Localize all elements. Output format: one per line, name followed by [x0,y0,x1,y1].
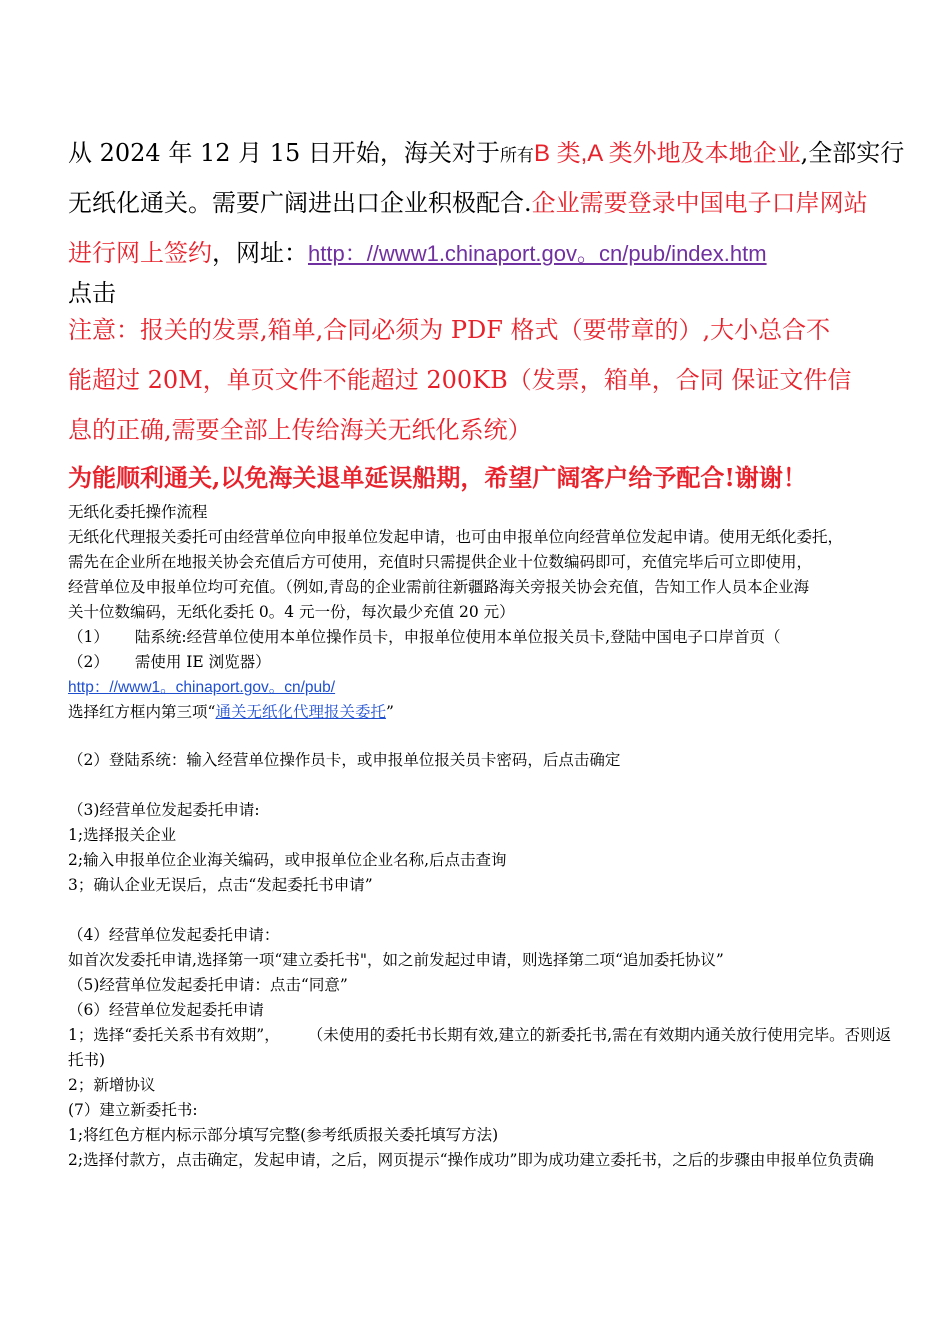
choose-text: ” [385,703,394,721]
guide-paragraph-line: 关十位数编码，无纸化委托 0。4 元一份，每次最少充值 20 元） [68,603,515,621]
click-text: 点击 [68,279,116,307]
guide-paragraph-line: 需先在企业所在地报关协会充值后方可使用，充值时只需提供企业十位数编码即可，充值完毕后可立即使用， [68,553,813,571]
login-step: （2）登陆系统：输入经营单位操作员卡，或申报单位报关员卡密码，后点击确定 [68,751,621,769]
chinaport-link[interactable]: http：//www1.chinaport.gov。cn/pub/index.htm [308,241,767,266]
notice-text: ,全部实行 [800,139,905,167]
step-6-item-cont: 托书) [68,1051,106,1069]
paperless-agency-link[interactable]: 通关无纸化代理报关委托 [215,703,386,721]
warning-line-4: 为能顺利通关,以免海关退单延误船期，希望广阔客户给予配合!谢谢！ [68,463,807,492]
step-3-item: 1;选择报关企业 [68,826,177,844]
notice-highlight: 企业需要登录中国电子口岸网站 [531,189,868,217]
notice-line-1 [68,133,904,168]
warning-line-1: 注意：报关的发票,箱单,合同必须为 PDF 格式（要带章的）,大小总合不 [68,316,831,344]
choose-text: 选择红方框内第三项“ [68,703,216,721]
step-7-item-2: 2;选择付款方，点击确定，发起申请，之后，网页提示“操作成功”即为成功建立委托书，之后的步骤由申报单位负责确 [68,1151,874,1169]
step-3-item: 2;输入申报单位企业海关编码，或申报单位企业名称,后点击查询 [68,851,507,869]
step-4-text: 如首次发委托申请,选择第一项“建立委托书"，如之前发起过申请，则选择第二项“追加委托协议” [68,951,724,969]
chinaport-pub-link[interactable]: http：//www1。chinaport.gov。cn/pub/ [68,679,336,696]
guide-title: 无纸化委托操作流程 [68,503,208,521]
notice-line-2 [68,183,868,218]
step-number: （2） [68,653,109,671]
step-5: （5)经营单位发起委托申请：点击“同意” [68,976,348,994]
step-1 [68,625,781,647]
step-3-item: 3；确认企业无误后，点击“发起委托书申请” [68,876,373,894]
guide-paragraph-line: 无纸化代理报关委托可由经营单位向申报单位发起申请，也可由申报单位向经营单位发起申请。使用无纸化委托， [68,528,844,546]
step-6-title: （6）经营单位发起委托申请 [68,1001,264,1019]
step-6-item-1 [68,1023,950,1045]
step-text: 陆系统:经营单位使用本单位操作员卡，申报单位使用本单位报关员卡,登陆中国电子口岸首页（ [134,628,781,646]
notice-highlight: B 类,A 类外地及本地企业 [533,140,801,167]
notice-highlight: 进行网上签约 [68,239,212,267]
step-number: （1） [68,628,109,646]
step-6-item-2: 2；新增协议 [68,1076,156,1094]
step-3-title: （3)经营单位发起委托申请: [68,801,260,819]
guide-paragraph-line: 经营单位及申报单位均可充值。（例如,青岛的企业需前往新疆路海关旁报关协会充值，告知工作人员本企业海 [68,578,810,596]
step-text: 需使用 IE 浏览器） [134,653,271,671]
choose-line [68,700,394,722]
step-2 [68,650,271,672]
notice-text: 无纸化通关。需要广阔进出口企业积极配合. [68,189,532,217]
step-7-title: (7）建立新委托书: [68,1101,198,1119]
warning-line-2: 能超过 20M，单页文件不能超过 200KB（发票，箱单，合同 保证文件信 [68,366,852,394]
step-4-title: （4）经营单位发起委托申请： [68,926,280,944]
warning-line-3: 息的正确,需要全部上传给海关无纸化系统） [68,416,532,444]
notice-text: ，网址： [212,239,308,267]
step-6-item-text: 1；选择“委托关系书有效期”， [68,1026,280,1044]
step-6-item-note: （未使用的委托书长期有效,建立的新委托书,需在有效期内通关放行使用完毕。否则返 [307,1026,892,1044]
notice-line-3 [68,233,767,268]
notice-text: 从 2024 年 12 月 15 日开始，海关对于 [68,139,500,167]
step-7-item-1: 1;将红色方框内标示部分填写完整(参考纸质报关委托填写方法) [68,1126,499,1144]
notice-text-small: 所有 [499,146,534,166]
